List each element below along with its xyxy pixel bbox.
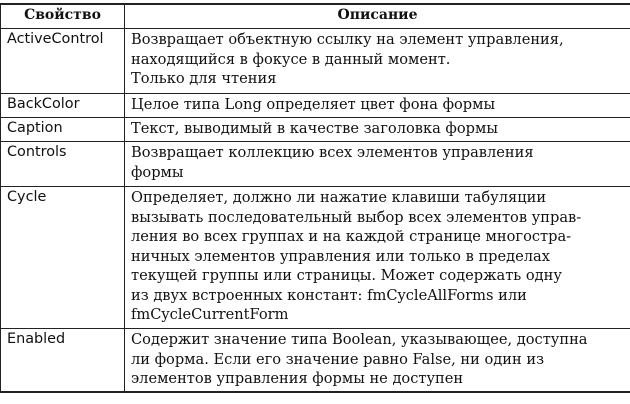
property-name: Caption — [1, 118, 125, 142]
table-row — [1, 187, 630, 329]
property-name: Cycle — [1, 187, 125, 329]
header-description: Описание — [125, 4, 630, 29]
property-name: Enabled — [1, 329, 125, 392]
property-description: Текст, выводимый в качестве заголовка формы — [125, 118, 630, 142]
property-name: ActiveControl — [1, 29, 125, 94]
property-name: Controls — [1, 142, 125, 187]
table-row — [1, 94, 630, 118]
property-description: Целое типа Long определяет цвет фона формы — [125, 94, 630, 118]
table-row — [1, 29, 630, 94]
header-property: Свойство — [1, 4, 125, 29]
property-description: Возвращает объектную ссылку на элемент управления, находящийся в фокусе в данный момент. Только для чтения — [125, 29, 630, 94]
property-description: Возвращает коллекцию всех элементов управления формы — [125, 142, 630, 187]
table-row — [1, 329, 630, 392]
table-row — [1, 118, 630, 142]
property-description: Содержит значение типа Boolean, указывающее, доступна ли форма. Если его значение равно False, ни один из элементов управления формы не доступен — [125, 329, 630, 392]
table-row — [1, 142, 630, 187]
properties-table — [0, 3, 630, 393]
property-description: Определяет, должно ли нажатие клавиши табуляции вызывать последовательный выбор всех элементов управ- ления во всех группах и на каждой странице многостра- ничных элементов управления или только в пределах текущей группы или страницы. Может содержать одну из двух встроенных констант: fmCycleAllForms или fmCycleCurrentForm — [125, 187, 630, 329]
table-header-row — [1, 4, 630, 29]
property-name: BackColor — [1, 94, 125, 118]
